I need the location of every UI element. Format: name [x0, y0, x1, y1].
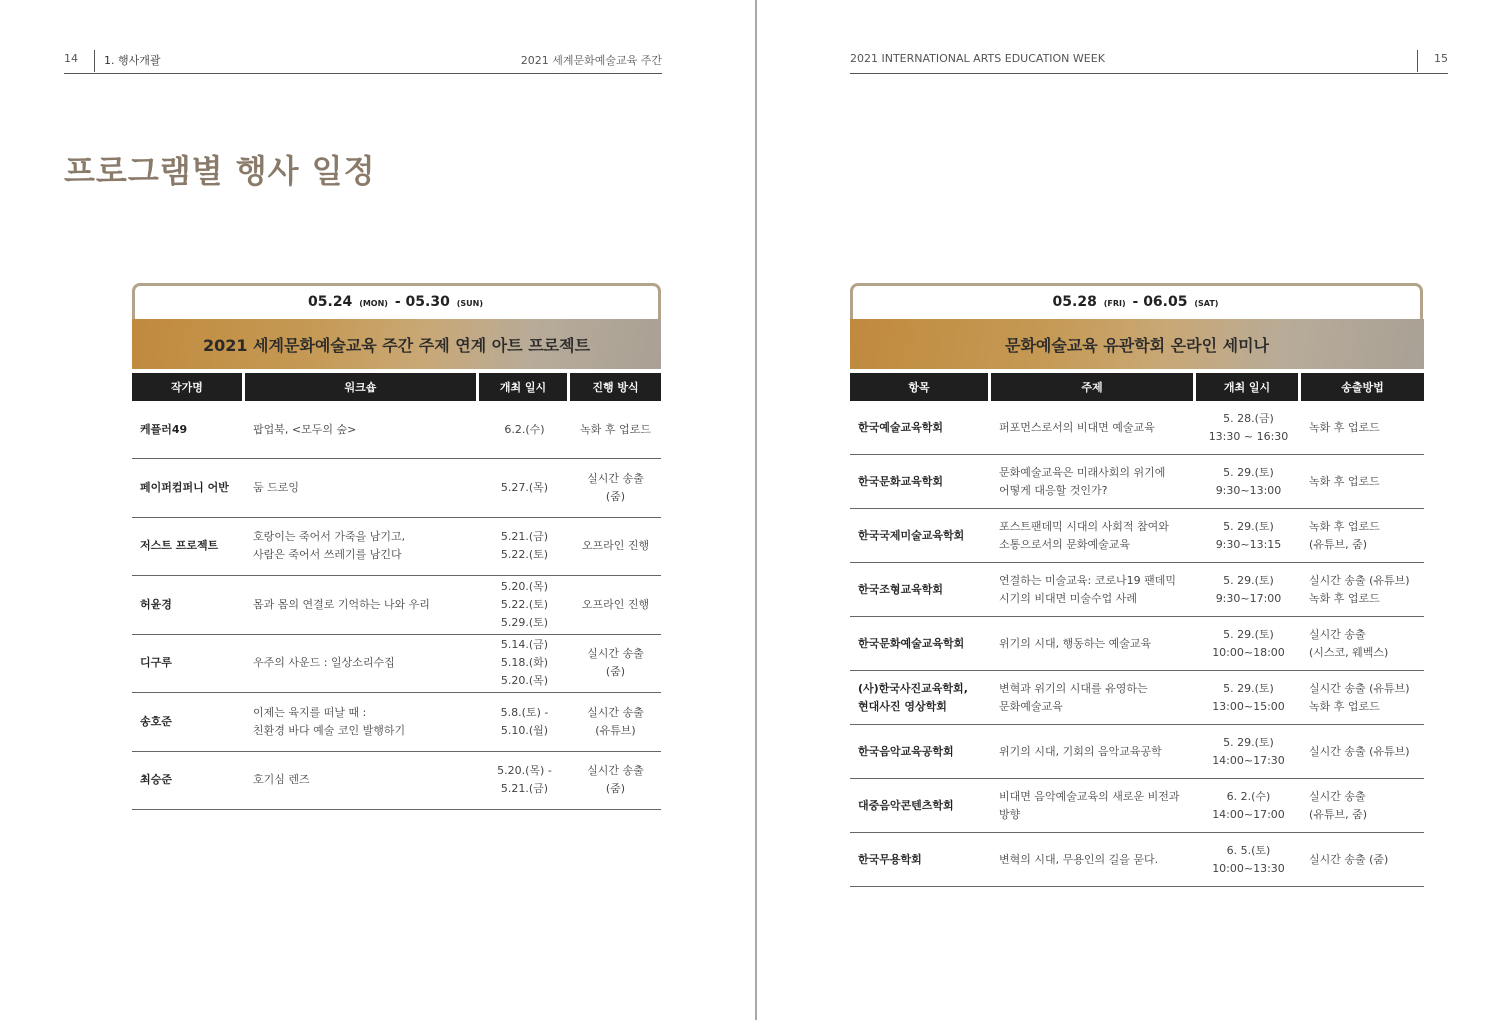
- method-cell-line: 녹화 후 업로드: [1309, 699, 1380, 713]
- workshop-cell: [245, 752, 479, 811]
- table-row: [850, 509, 1424, 563]
- date-cell-line: 5.10.(월): [500, 723, 549, 737]
- artist-cell: 최승준: [132, 752, 245, 811]
- org-cell-line: 한국음악교육공학회: [858, 744, 954, 758]
- left-page-number: 14: [64, 52, 78, 65]
- table-row: [132, 576, 661, 635]
- date-separator: -: [1132, 294, 1139, 310]
- org-cell-line: 한국조형교육학회: [858, 582, 944, 596]
- column-header: 개최 일시: [1196, 373, 1301, 401]
- workshop-cell-line: 팝업북, <모두의 숲>: [253, 422, 357, 436]
- date-cell-line: 5.20.(목): [500, 579, 549, 593]
- date-cell: [1196, 617, 1301, 671]
- method-cell-line: 녹화 후 업로드: [1309, 420, 1380, 434]
- date-cell-line: 14:00~17:30: [1212, 753, 1285, 767]
- method-cell-line: 실시간 송출 (유튜브): [1309, 744, 1410, 758]
- date-cell-line: 5.27.(목): [500, 480, 549, 494]
- date-cell-line: 5. 29.(토): [1223, 465, 1274, 479]
- date-cell: [479, 401, 570, 459]
- topic-cell-line: 어떻게 대응할 것인가?: [999, 483, 1108, 497]
- topic-cell-line: 방향: [999, 807, 1021, 821]
- method-cell-line: (유튜브, 줌): [1309, 537, 1368, 551]
- table-row: [132, 635, 661, 694]
- table-row: [850, 455, 1424, 509]
- method-cell-line: (시스코, 웨벡스): [1309, 645, 1389, 659]
- topic-cell-line: 퍼포먼스로서의 비대면 예술교육: [999, 420, 1155, 434]
- date-cell-line: 9:30~13:15: [1215, 537, 1282, 551]
- topic-cell-line: 변혁과 위기의 시대를 유영하는: [999, 681, 1148, 695]
- org-cell-line: 한국국제미술교육학회: [858, 528, 965, 542]
- date-cell: [1196, 779, 1301, 833]
- date-end: 05.30: [405, 294, 450, 310]
- date-cell: [479, 518, 570, 577]
- date-cell-line: 5.22.(토): [500, 548, 549, 562]
- topic-cell: [991, 617, 1196, 671]
- date-cell: [479, 576, 570, 635]
- date-cell-line: 13:00~15:00: [1212, 699, 1285, 713]
- topic-cell: [991, 401, 1196, 455]
- date-cell: [1196, 563, 1301, 617]
- method-cell-line: (줌): [605, 782, 626, 796]
- date-cell-line: 10:00~18:00: [1212, 645, 1285, 659]
- weekday-start: (FRI): [1103, 299, 1126, 308]
- org-cell: [850, 455, 991, 509]
- topic-cell: [991, 509, 1196, 563]
- method-cell: [570, 518, 661, 577]
- method-cell-line: (줌): [605, 489, 626, 503]
- weekday-end: (SAT): [1194, 299, 1219, 308]
- method-cell-line: (유튜브): [595, 723, 636, 737]
- date-start: 05.24: [308, 294, 353, 310]
- date-cell-line: 5.22.(토): [500, 597, 549, 611]
- left-page-header: [64, 44, 662, 74]
- artist-cell: 페이퍼컴퍼니 어반: [132, 459, 245, 518]
- topic-cell: [991, 563, 1196, 617]
- org-cell: [850, 833, 991, 887]
- topic-cell-line: 소통으로서의 문화예술교육: [999, 537, 1131, 551]
- method-cell-line: 실시간 송출: [587, 647, 644, 661]
- seminar-table: [850, 373, 1424, 887]
- org-cell-line: 대중음악콘텐츠학회: [858, 798, 954, 812]
- table-row: [850, 563, 1424, 617]
- program-banner: 2021 세계문화예술교육 주간 주제 연계 아트 프로젝트: [132, 319, 661, 369]
- method-cell-line: 실시간 송출: [1309, 789, 1366, 803]
- topic-cell-line: 시기의 비대면 미술수업 사례: [999, 591, 1138, 605]
- date-cell-line: 5.21.(금): [500, 782, 549, 796]
- date-range: [132, 283, 661, 319]
- org-cell-line: 한국무용학회: [858, 852, 922, 866]
- workshop-cell-line: 우주의 사운드 : 일상소리수집: [253, 656, 395, 670]
- date-cell: [479, 635, 570, 694]
- artist-cell: 케플러49: [132, 401, 245, 459]
- right-page-number: 15: [1434, 52, 1448, 65]
- date-cell-line: 5. 29.(토): [1223, 627, 1274, 641]
- method-cell-line: 실시간 송출: [587, 471, 644, 485]
- org-cell: [850, 671, 991, 725]
- column-header: 주제: [991, 373, 1196, 401]
- artist-cell: 송호준: [132, 693, 245, 752]
- date-cell-line: 9:30~17:00: [1215, 591, 1282, 605]
- table-row: [850, 725, 1424, 779]
- date-cell-line: 5.21.(금): [500, 530, 549, 544]
- workshop-cell: [245, 459, 479, 518]
- table-row: [850, 833, 1424, 887]
- date-cell-line: 5. 29.(토): [1223, 573, 1274, 587]
- art-project-table: [132, 373, 661, 810]
- method-cell-line: 실시간 송출 (줌): [1309, 852, 1389, 866]
- method-cell-line: (줌): [605, 665, 626, 679]
- date-cell: [1196, 671, 1301, 725]
- column-header: 송출방법: [1301, 373, 1424, 401]
- page-title: 프로그램별 행사 일정: [64, 152, 376, 190]
- method-cell: [570, 401, 661, 459]
- date-cell-line: 5. 29.(토): [1223, 519, 1274, 533]
- method-cell: [570, 576, 661, 635]
- date-cell-line: 5. 28.(금): [1223, 411, 1274, 425]
- date-cell-line: 5. 29.(토): [1223, 735, 1274, 749]
- org-cell: [850, 401, 991, 455]
- workshop-cell-line: 이제는 육지를 떠날 때 :: [253, 705, 367, 719]
- topic-cell-line: 연결하는 미술교육: 코로나19 팬데믹: [999, 573, 1176, 587]
- table-row: [850, 617, 1424, 671]
- weekday-start: (MON): [359, 299, 388, 308]
- table-row: [132, 401, 661, 459]
- artist-cell: 저스트 프로젝트: [132, 518, 245, 577]
- date-cell-line: 9:30~13:00: [1215, 483, 1282, 497]
- date-cell-line: 6. 5.(토): [1226, 843, 1271, 857]
- method-cell-line: 실시간 송출 (유튜브): [1309, 681, 1410, 695]
- method-cell: [1301, 779, 1424, 833]
- method-cell-line: 녹화 후 업로드: [1309, 519, 1380, 533]
- date-cell: [479, 693, 570, 752]
- org-cell: [850, 509, 991, 563]
- date-cell-line: 14:00~17:00: [1212, 807, 1285, 821]
- date-cell-line: 5.18.(화): [500, 656, 549, 670]
- topic-cell: [991, 779, 1196, 833]
- date-cell: [479, 459, 570, 518]
- right-page-header: [850, 44, 1448, 74]
- topic-cell-line: 포스트팬데믹 시대의 사회적 참여와: [999, 519, 1169, 533]
- topic-cell-line: 문화예술교육은 미래사회의 위기에: [999, 465, 1166, 479]
- method-cell: [1301, 725, 1424, 779]
- date-cell-line: 5.29.(토): [500, 615, 549, 629]
- workshop-cell: [245, 693, 479, 752]
- workshop-cell-line: 호랑이는 죽어서 가죽을 남기고,: [253, 530, 406, 544]
- table-row: [850, 671, 1424, 725]
- method-cell: [1301, 401, 1424, 455]
- date-cell-line: 6. 2.(수): [1226, 789, 1271, 803]
- method-cell-line: 녹화 후 업로드: [580, 422, 651, 436]
- workshop-cell: [245, 635, 479, 694]
- method-cell-line: 실시간 송출: [587, 705, 644, 719]
- workshop-cell: [245, 401, 479, 459]
- header-divider: [1417, 50, 1418, 72]
- topic-cell: [991, 725, 1196, 779]
- table-header-row: [132, 373, 661, 401]
- method-cell-line: 실시간 송출: [1309, 627, 1366, 641]
- publication-title: 2021 세계문화예술교육 주간: [520, 54, 662, 67]
- date-cell-line: 6.2.(수): [504, 422, 545, 436]
- date-cell: [1196, 401, 1301, 455]
- topic-cell-line: 변혁의 시대, 무용인의 길을 묻다.: [999, 852, 1159, 866]
- method-cell: [1301, 671, 1424, 725]
- method-cell: [1301, 455, 1424, 509]
- date-cell: [479, 752, 570, 811]
- method-cell-line: 녹화 후 업로드: [1309, 591, 1380, 605]
- weekday-end: (SUN): [456, 299, 483, 308]
- workshop-cell: [245, 576, 479, 635]
- table-header-row: [850, 373, 1424, 401]
- topic-cell: [991, 833, 1196, 887]
- table-row: [850, 401, 1424, 455]
- method-cell: [1301, 833, 1424, 887]
- org-cell: [850, 617, 991, 671]
- method-cell: [1301, 563, 1424, 617]
- workshop-cell-line: 사람은 죽어서 쓰레기를 남긴다: [253, 548, 402, 562]
- date-cell: [1196, 509, 1301, 563]
- date-cell-line: 5.14.(금): [500, 638, 549, 652]
- page-spine: [755, 0, 757, 1020]
- date-cell-line: 13:30 ~ 16:30: [1208, 429, 1289, 443]
- table-row: [850, 779, 1424, 833]
- date-cell-line: 5.20.(목): [500, 674, 549, 688]
- date-end: 06.05: [1143, 294, 1188, 310]
- method-cell: [1301, 509, 1424, 563]
- org-cell: [850, 563, 991, 617]
- program-banner: 문화예술교육 유관학회 온라인 세미나: [850, 319, 1424, 369]
- date-cell-line: 5.8.(토) -: [500, 705, 549, 719]
- artist-cell: 디구루: [132, 635, 245, 694]
- org-cell-line: 한국예술교육학회: [858, 420, 944, 434]
- workshop-cell-line: 둠 드로잉: [253, 480, 300, 494]
- column-header: 개최 일시: [479, 373, 570, 401]
- method-cell-line: 녹화 후 업로드: [1309, 474, 1380, 488]
- method-cell: [570, 459, 661, 518]
- table-row: [132, 693, 661, 752]
- org-cell: [850, 779, 991, 833]
- column-header: 워크숍: [245, 373, 479, 401]
- date-cell-line: 5. 29.(토): [1223, 681, 1274, 695]
- column-header: 작가명: [132, 373, 245, 401]
- date-range: [850, 283, 1423, 319]
- date-cell-line: 5.20.(목) -: [497, 764, 552, 778]
- date-cell-line: 10:00~13:30: [1212, 861, 1285, 875]
- method-cell-line: 실시간 송출: [587, 764, 644, 778]
- org-cell-line: 현대사진 영상학회: [858, 699, 947, 713]
- workshop-cell: [245, 518, 479, 577]
- publication-title-en: 2021 INTERNATIONAL ARTS EDUCATION WEEK: [850, 52, 1105, 65]
- column-header: 항목: [850, 373, 991, 401]
- method-cell-line: (유튜브, 줌): [1309, 807, 1368, 821]
- method-cell-line: 실시간 송출 (유튜브): [1309, 573, 1410, 587]
- org-cell-line: 한국문화교육학회: [858, 474, 944, 488]
- topic-cell-line: 문화예술교육: [999, 699, 1063, 713]
- workshop-cell-line: 호기심 렌즈: [253, 773, 310, 787]
- topic-cell-line: 비대면 음악예술교육의 새로운 비전과: [999, 789, 1180, 803]
- topic-cell-line: 위기의 시대, 기회의 음악교육공학: [999, 744, 1162, 758]
- column-header: 진행 방식: [570, 373, 661, 401]
- table-row: [132, 752, 661, 811]
- date-cell: [1196, 725, 1301, 779]
- date-cell: [1196, 455, 1301, 509]
- method-cell: [1301, 617, 1424, 671]
- method-cell-line: 오프라인 진행: [581, 597, 650, 611]
- topic-cell: [991, 455, 1196, 509]
- date-cell: [1196, 833, 1301, 887]
- date-start: 05.28: [1052, 294, 1097, 310]
- seminar-program: [850, 283, 1424, 887]
- header-divider: [94, 50, 95, 72]
- workshop-cell-line: 친환경 바다 예술 코인 발행하기: [253, 723, 406, 737]
- workshop-cell-line: 몸과 몸의 연결로 기억하는 나와 우리: [253, 597, 430, 611]
- method-cell: [570, 635, 661, 694]
- method-cell-line: 오프라인 진행: [581, 539, 650, 553]
- method-cell: [570, 693, 661, 752]
- method-cell: [570, 752, 661, 811]
- org-cell-line: (사)한국사진교육학회,: [858, 681, 968, 695]
- table-row: [132, 518, 661, 577]
- topic-cell-line: 위기의 시대, 행동하는 예술교육: [999, 636, 1152, 650]
- artist-cell: 허윤경: [132, 576, 245, 635]
- org-cell-line: 한국문화예술교육학회: [858, 636, 965, 650]
- art-project-program: [132, 283, 661, 810]
- org-cell: [850, 725, 991, 779]
- section-title: 1. 행사개괄: [104, 54, 161, 67]
- topic-cell: [991, 671, 1196, 725]
- date-separator: -: [394, 294, 401, 310]
- table-row: [132, 459, 661, 518]
